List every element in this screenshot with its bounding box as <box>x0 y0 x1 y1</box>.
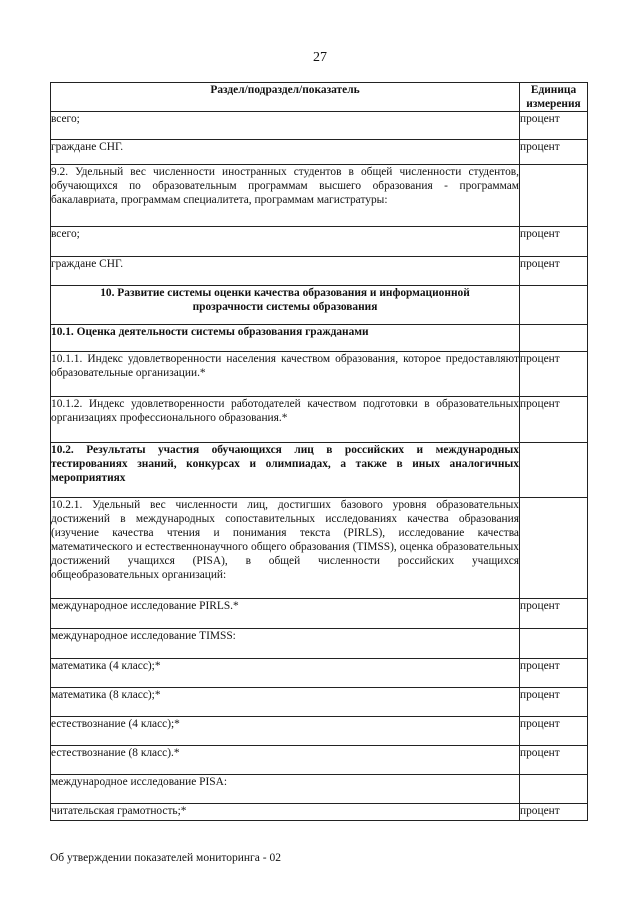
row-text: международное исследование PIRLS.* <box>51 599 520 629</box>
row-text: всего; <box>51 227 520 257</box>
row-unit: процент <box>520 257 588 286</box>
table-row <box>51 443 588 498</box>
row-text: 9.2. Удельный вес численности иностранных студентов в общей численности студентов, обучающихся по образовательным программам высшего образования - программам бакалавриата, программам специалитета, программам магистратуры: <box>51 165 520 227</box>
row-unit: процент <box>520 397 588 443</box>
subsection-heading: 10.2. Результаты участия обучающихся лиц в российских и международных тестированиях знаний, конкурсах и олимпиадах, а также в иных аналогичных мероприятиях <box>51 443 520 498</box>
table-row <box>51 286 588 325</box>
row-unit: процент <box>520 717 588 746</box>
row-unit <box>520 325 588 352</box>
table-row <box>51 325 588 352</box>
document-footer: Об утверждении показателей мониторинга - 02 <box>50 852 281 864</box>
row-text: 10.2.1. Удельный вес численности лиц, достигших базового уровня образовательных достижений в международных сопоставительных исследованиях качества образования (изучение качества чтения и понимания текста (PIRLS), исследование качества математического и естественнонаучного общего образования (TIMSS), оценка образовательных достижений учащихся (PISA), в общей численности российских учащихся общеобразовательных организаций: <box>51 498 520 599</box>
row-unit: процент <box>520 227 588 257</box>
table-row <box>51 804 588 821</box>
row-text: математика (4 класс);* <box>51 659 520 688</box>
header-unit: Единица измерения <box>520 83 588 112</box>
table-row <box>51 629 588 659</box>
row-text: международное исследование PISA: <box>51 775 520 804</box>
row-text: граждане СНГ. <box>51 140 520 165</box>
table-row <box>51 112 588 140</box>
row-text: математика (8 класс);* <box>51 688 520 717</box>
table-row <box>51 165 588 227</box>
row-unit: процент <box>520 599 588 629</box>
table-row <box>51 717 588 746</box>
table-row <box>51 659 588 688</box>
row-text: граждане СНГ. <box>51 257 520 286</box>
table-row <box>51 352 588 397</box>
row-unit: процент <box>520 140 588 165</box>
table-row <box>51 227 588 257</box>
row-unit: процент <box>520 746 588 775</box>
row-unit <box>520 629 588 659</box>
table-row <box>51 599 588 629</box>
table-row <box>51 140 588 165</box>
row-unit: процент <box>520 112 588 140</box>
row-text: 10.1.1. Индекс удовлетворенности населения качеством образования, которое предоставляют образовательные организации.* <box>51 352 520 397</box>
row-unit <box>520 165 588 227</box>
row-text: 10.1.2. Индекс удовлетворенности работодателей качеством подготовки в образовательных организациях профессионального образования.* <box>51 397 520 443</box>
row-unit: процент <box>520 804 588 821</box>
row-unit: процент <box>520 688 588 717</box>
row-unit <box>520 443 588 498</box>
table-row <box>51 775 588 804</box>
row-unit <box>520 286 588 325</box>
table-header-row <box>51 83 588 112</box>
page-number: 27 <box>313 50 327 65</box>
subsection-heading: 10.1. Оценка деятельности системы образования гражданами <box>51 325 520 352</box>
table-row <box>51 688 588 717</box>
header-section-indicator: Раздел/подраздел/показатель <box>51 83 520 112</box>
indicators-table <box>50 82 588 821</box>
row-text: естествознание (4 класс);* <box>51 717 520 746</box>
section-heading: 10. Развитие системы оценки качества образования и информационной прозрачности системы образования <box>51 286 520 325</box>
row-text: всего; <box>51 112 520 140</box>
table-row <box>51 257 588 286</box>
table-row <box>51 746 588 775</box>
table-row <box>51 397 588 443</box>
row-text: читательская грамотность;* <box>51 804 520 821</box>
row-unit: процент <box>520 659 588 688</box>
row-unit <box>520 775 588 804</box>
row-text: международное исследование TIMSS: <box>51 629 520 659</box>
row-unit <box>520 498 588 599</box>
row-text: естествознание (8 класс).* <box>51 746 520 775</box>
table-row <box>51 498 588 599</box>
row-unit: процент <box>520 352 588 397</box>
